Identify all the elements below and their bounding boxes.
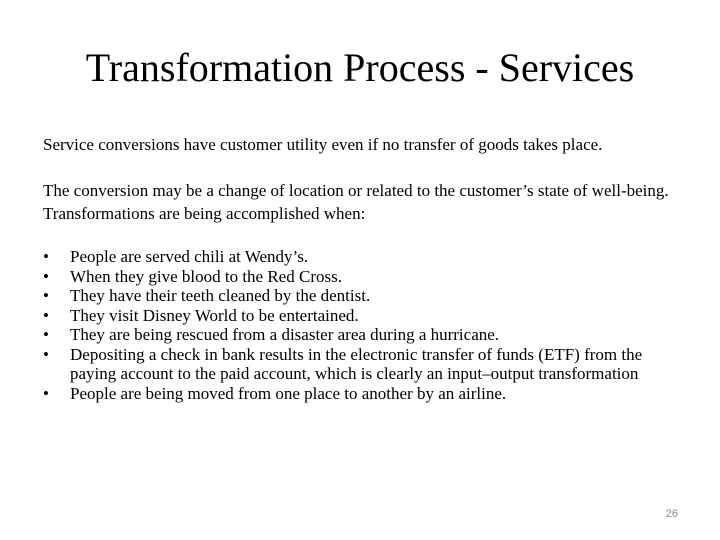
bullet-icon: • [43, 325, 49, 344]
bullet-text: People are served chili at Wendy’s. [70, 247, 309, 266]
bullet-text: They visit Disney World to be entertained. [70, 305, 359, 325]
bullet-text: People are being moved from one place to another by an airline. [70, 383, 507, 403]
conversion-paragraph: The conversion may be a change of location or related to the customer’s state of well-being. Transformations are being accomplished when: [43, 181, 669, 223]
bullet-icon: • [43, 286, 49, 305]
bullet-icon: • [43, 266, 49, 286]
bullet-icon: • [43, 383, 49, 403]
slide-title: Transformation Process - Services [85, 45, 635, 90]
slide-number: 26 [665, 508, 678, 520]
bullet-item [43, 306, 683, 326]
bullet-text: They are being rescued from a disaster area during a hurricane. [70, 325, 500, 344]
bullet-icon: • [43, 247, 49, 266]
bullet-item [43, 267, 683, 287]
bullet-text: Depositing a check in bank results in the electronic transfer of funds (ETF) from the paying account to the paid account, which is clearly an input–output transformation [70, 344, 643, 383]
bullet-item [43, 286, 683, 306]
bullet-list [43, 247, 683, 403]
bullet-item [43, 384, 683, 404]
bullet-item [43, 325, 683, 345]
bullet-icon: • [43, 344, 49, 364]
bullet-text: When they give blood to the Red Cross. [70, 266, 342, 286]
bullet-icon: • [43, 305, 49, 325]
bullet-item [43, 247, 683, 267]
intro-paragraph: Service conversions have customer utility even if no transfer of goods takes place. [43, 135, 603, 154]
bullet-text: They have their teeth cleaned by the dentist. [70, 286, 371, 305]
bullet-item [43, 345, 683, 384]
